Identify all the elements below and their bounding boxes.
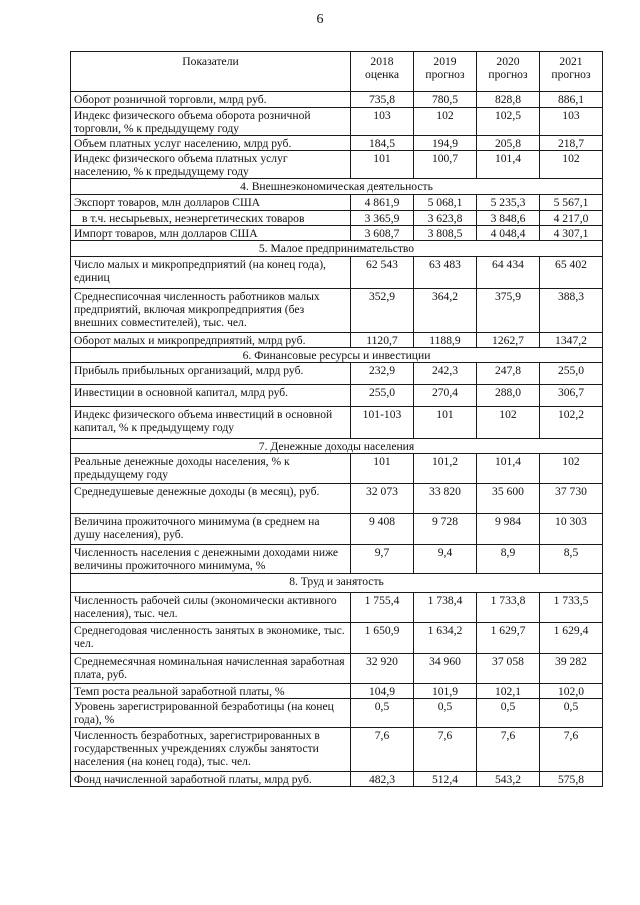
value-cell: 104,9 <box>351 684 414 699</box>
value-cell: 1 733,8 <box>477 593 540 623</box>
table-row <box>71 195 603 211</box>
section-title: 6. Финансовые ресурсы и инвестиции <box>71 348 603 363</box>
value-cell: 255,0 <box>540 363 603 385</box>
table-body <box>71 92 603 787</box>
value-cell: 102 <box>477 407 540 439</box>
value-cell: 62 543 <box>351 257 414 289</box>
value-cell: 1 629,4 <box>540 623 603 654</box>
indicator-label: Среднедушевые денежные доходы (в месяц), руб. <box>71 484 351 514</box>
header-year-2021 <box>540 52 603 92</box>
indicator-label: Величина прожиточного минимума (в среднем на душу населения), руб. <box>71 514 351 545</box>
value-cell: 9 408 <box>351 514 414 545</box>
value-cell: 102,0 <box>540 684 603 699</box>
table-row <box>71 108 603 136</box>
value-cell: 247,8 <box>477 363 540 385</box>
value-cell: 0,5 <box>477 699 540 728</box>
section-header-row <box>71 574 603 593</box>
value-cell: 1 738,4 <box>414 593 477 623</box>
value-cell: 3 623,8 <box>414 211 477 226</box>
indicator-label: Численность безработных, зарегистрированных в государственных учреждениях службы занятости населения (на конец года), тыс. чел. <box>71 728 351 772</box>
value-cell: 375,9 <box>477 289 540 333</box>
value-cell: 0,5 <box>414 699 477 728</box>
table-row <box>71 728 603 772</box>
value-cell: 35 600 <box>477 484 540 514</box>
value-cell: 1 634,2 <box>414 623 477 654</box>
value-cell: 103 <box>351 108 414 136</box>
table-row <box>71 684 603 699</box>
indicator-label: Индекс физического объема инвестиций в основной капитал, % к предыдущему году <box>71 407 351 439</box>
section-title: 8. Труд и занятость <box>71 574 603 593</box>
value-cell: 194,9 <box>414 136 477 151</box>
value-cell: 10 303 <box>540 514 603 545</box>
table-row <box>71 454 603 484</box>
value-cell: 63 483 <box>414 257 477 289</box>
table-row <box>71 699 603 728</box>
value-cell: 543,2 <box>477 772 540 787</box>
value-cell: 364,2 <box>414 289 477 333</box>
value-cell: 100,7 <box>414 151 477 179</box>
table-header-row <box>71 52 603 92</box>
indicator-label: Объем платных услуг населению, млрд руб. <box>71 136 351 151</box>
value-cell: 886,1 <box>540 92 603 108</box>
table-row <box>71 211 603 226</box>
section-header-row <box>71 439 603 454</box>
value-cell: 232,9 <box>351 363 414 385</box>
header-year-note: оценка <box>365 68 399 81</box>
value-cell: 5 235,3 <box>477 195 540 211</box>
value-cell: 9 728 <box>414 514 477 545</box>
value-cell: 482,3 <box>351 772 414 787</box>
section-header-row <box>71 348 603 363</box>
value-cell: 352,9 <box>351 289 414 333</box>
section-title: 7. Денежные доходы населения <box>71 439 603 454</box>
table-row <box>71 514 603 545</box>
value-cell: 102 <box>540 151 603 179</box>
indicator-label: Среднемесячная номинальная начисленная заработная плата, руб. <box>71 654 351 684</box>
section-header-row <box>71 241 603 257</box>
value-cell: 3 608,7 <box>351 226 414 241</box>
indicator-label: Прибыль прибыльных организаций, млрд руб. <box>71 363 351 385</box>
value-cell: 101 <box>351 151 414 179</box>
indicator-label: Реальные денежные доходы населения, % к предыдущему году <box>71 454 351 484</box>
indicator-label: Инвестиции в основной капитал, млрд руб. <box>71 385 351 407</box>
value-cell: 102,1 <box>477 684 540 699</box>
value-cell: 101,9 <box>414 684 477 699</box>
indicator-label: Среднегодовая численность занятых в экономике, тыс. чел. <box>71 623 351 654</box>
value-cell: 3 808,5 <box>414 226 477 241</box>
table-row <box>71 772 603 787</box>
value-cell: 1120,7 <box>351 333 414 348</box>
value-cell: 1188,9 <box>414 333 477 348</box>
value-cell: 0,5 <box>540 699 603 728</box>
indicator-label: Число малых и микропредприятий (на конец года), единиц <box>71 257 351 289</box>
table-row <box>71 363 603 385</box>
value-cell: 7,6 <box>540 728 603 772</box>
value-cell: 102,5 <box>477 108 540 136</box>
header-year-2020 <box>477 52 540 92</box>
value-cell: 288,0 <box>477 385 540 407</box>
value-cell: 102 <box>414 108 477 136</box>
table-row <box>71 333 603 348</box>
value-cell: 5 068,1 <box>414 195 477 211</box>
value-cell: 270,4 <box>414 385 477 407</box>
value-cell: 5 567,1 <box>540 195 603 211</box>
table-row <box>71 92 603 108</box>
value-cell: 184,5 <box>351 136 414 151</box>
value-cell: 1 629,7 <box>477 623 540 654</box>
value-cell: 255,0 <box>351 385 414 407</box>
value-cell: 7,6 <box>414 728 477 772</box>
value-cell: 101-103 <box>351 407 414 439</box>
value-cell: 102 <box>540 454 603 484</box>
value-cell: 101,2 <box>414 454 477 484</box>
value-cell: 1 755,4 <box>351 593 414 623</box>
value-cell: 101,4 <box>477 151 540 179</box>
value-cell: 8,9 <box>477 545 540 574</box>
value-cell: 1 733,5 <box>540 593 603 623</box>
indicator-label: Импорт товаров, млн долларов США <box>71 226 351 241</box>
table-row <box>71 407 603 439</box>
value-cell: 4 048,4 <box>477 226 540 241</box>
value-cell: 32 920 <box>351 654 414 684</box>
value-cell: 780,5 <box>414 92 477 108</box>
value-cell: 242,3 <box>414 363 477 385</box>
value-cell: 306,7 <box>540 385 603 407</box>
table-row <box>71 385 603 407</box>
header-indicator: Показатели <box>71 52 351 92</box>
indicator-label: Фонд начисленной заработной платы, млрд руб. <box>71 772 351 787</box>
table-row <box>71 136 603 151</box>
value-cell: 37 058 <box>477 654 540 684</box>
indicator-label: в т.ч. несырьевых, неэнергетических товаров <box>71 211 351 226</box>
header-year-2019 <box>414 52 477 92</box>
value-cell: 1 650,9 <box>351 623 414 654</box>
value-cell: 101 <box>351 454 414 484</box>
value-cell: 103 <box>540 108 603 136</box>
table-row <box>71 289 603 333</box>
indicator-label: Индекс физического объема оборота розничной торговли, % к предыдущему году <box>71 108 351 136</box>
table-row <box>71 484 603 514</box>
forecast-indicators-table <box>70 51 603 787</box>
value-cell: 4 861,9 <box>351 195 414 211</box>
value-cell: 34 960 <box>414 654 477 684</box>
value-cell: 3 848,6 <box>477 211 540 226</box>
table-row <box>71 623 603 654</box>
table-row <box>71 593 603 623</box>
value-cell: 8,5 <box>540 545 603 574</box>
value-cell: 3 365,9 <box>351 211 414 226</box>
page-number: 6 <box>316 12 324 27</box>
value-cell: 33 820 <box>414 484 477 514</box>
indicator-label: Численность рабочей силы (экономически активного населения), тыс. чел. <box>71 593 351 623</box>
value-cell: 735,8 <box>351 92 414 108</box>
value-cell: 1347,2 <box>540 333 603 348</box>
value-cell: 7,6 <box>351 728 414 772</box>
section-header-row <box>71 179 603 195</box>
indicator-label: Темп роста реальной заработной платы, % <box>71 684 351 699</box>
header-year-note: прогноз <box>551 68 591 81</box>
header-year: 2020 <box>496 55 520 68</box>
indicator-label: Экспорт товаров, млн долларов США <box>71 195 351 211</box>
value-cell: 4 307,1 <box>540 226 603 241</box>
value-cell: 101,4 <box>477 454 540 484</box>
indicator-label: Численность населения с денежными доходами ниже величины прожиточного минимума, % <box>71 545 351 574</box>
header-year: 2018 <box>370 55 394 68</box>
section-title: 5. Малое предпринимательство <box>71 241 603 257</box>
value-cell: 512,4 <box>414 772 477 787</box>
value-cell: 388,3 <box>540 289 603 333</box>
value-cell: 101 <box>414 407 477 439</box>
value-cell: 65 402 <box>540 257 603 289</box>
value-cell: 37 730 <box>540 484 603 514</box>
value-cell: 7,6 <box>477 728 540 772</box>
value-cell: 1262,7 <box>477 333 540 348</box>
header-year-note: прогноз <box>425 68 465 81</box>
value-cell: 575,8 <box>540 772 603 787</box>
table-row <box>71 257 603 289</box>
header-year: 2019 <box>433 55 457 68</box>
value-cell: 9,4 <box>414 545 477 574</box>
value-cell: 64 434 <box>477 257 540 289</box>
value-cell: 0,5 <box>351 699 414 728</box>
value-cell: 32 073 <box>351 484 414 514</box>
table-row <box>71 151 603 179</box>
value-cell: 4 217,0 <box>540 211 603 226</box>
indicator-label: Индекс физического объема платных услуг населению, % к предыдущему году <box>71 151 351 179</box>
value-cell: 39 282 <box>540 654 603 684</box>
indicator-label: Оборот розничной торговли, млрд руб. <box>71 92 351 108</box>
indicator-label: Среднесписочная численность работников малых предприятий, включая микропредприятия (без внешних совместителей), тыс. чел. <box>71 289 351 333</box>
table-row <box>71 226 603 241</box>
indicator-label: Оборот малых и микропредприятий, млрд руб. <box>71 333 351 348</box>
value-cell: 9 984 <box>477 514 540 545</box>
value-cell: 102,2 <box>540 407 603 439</box>
section-title: 4. Внешнеэкономическая деятельность <box>71 179 603 195</box>
header-year-note: прогноз <box>488 68 528 81</box>
value-cell: 828,8 <box>477 92 540 108</box>
table-row <box>71 654 603 684</box>
value-cell: 205,8 <box>477 136 540 151</box>
value-cell: 218,7 <box>540 136 603 151</box>
indicator-label: Уровень зарегистрированной безработицы (на конец года), % <box>71 699 351 728</box>
value-cell: 9,7 <box>351 545 414 574</box>
header-year: 2021 <box>559 55 583 68</box>
table-row <box>71 545 603 574</box>
header-year-2018 <box>351 52 414 92</box>
